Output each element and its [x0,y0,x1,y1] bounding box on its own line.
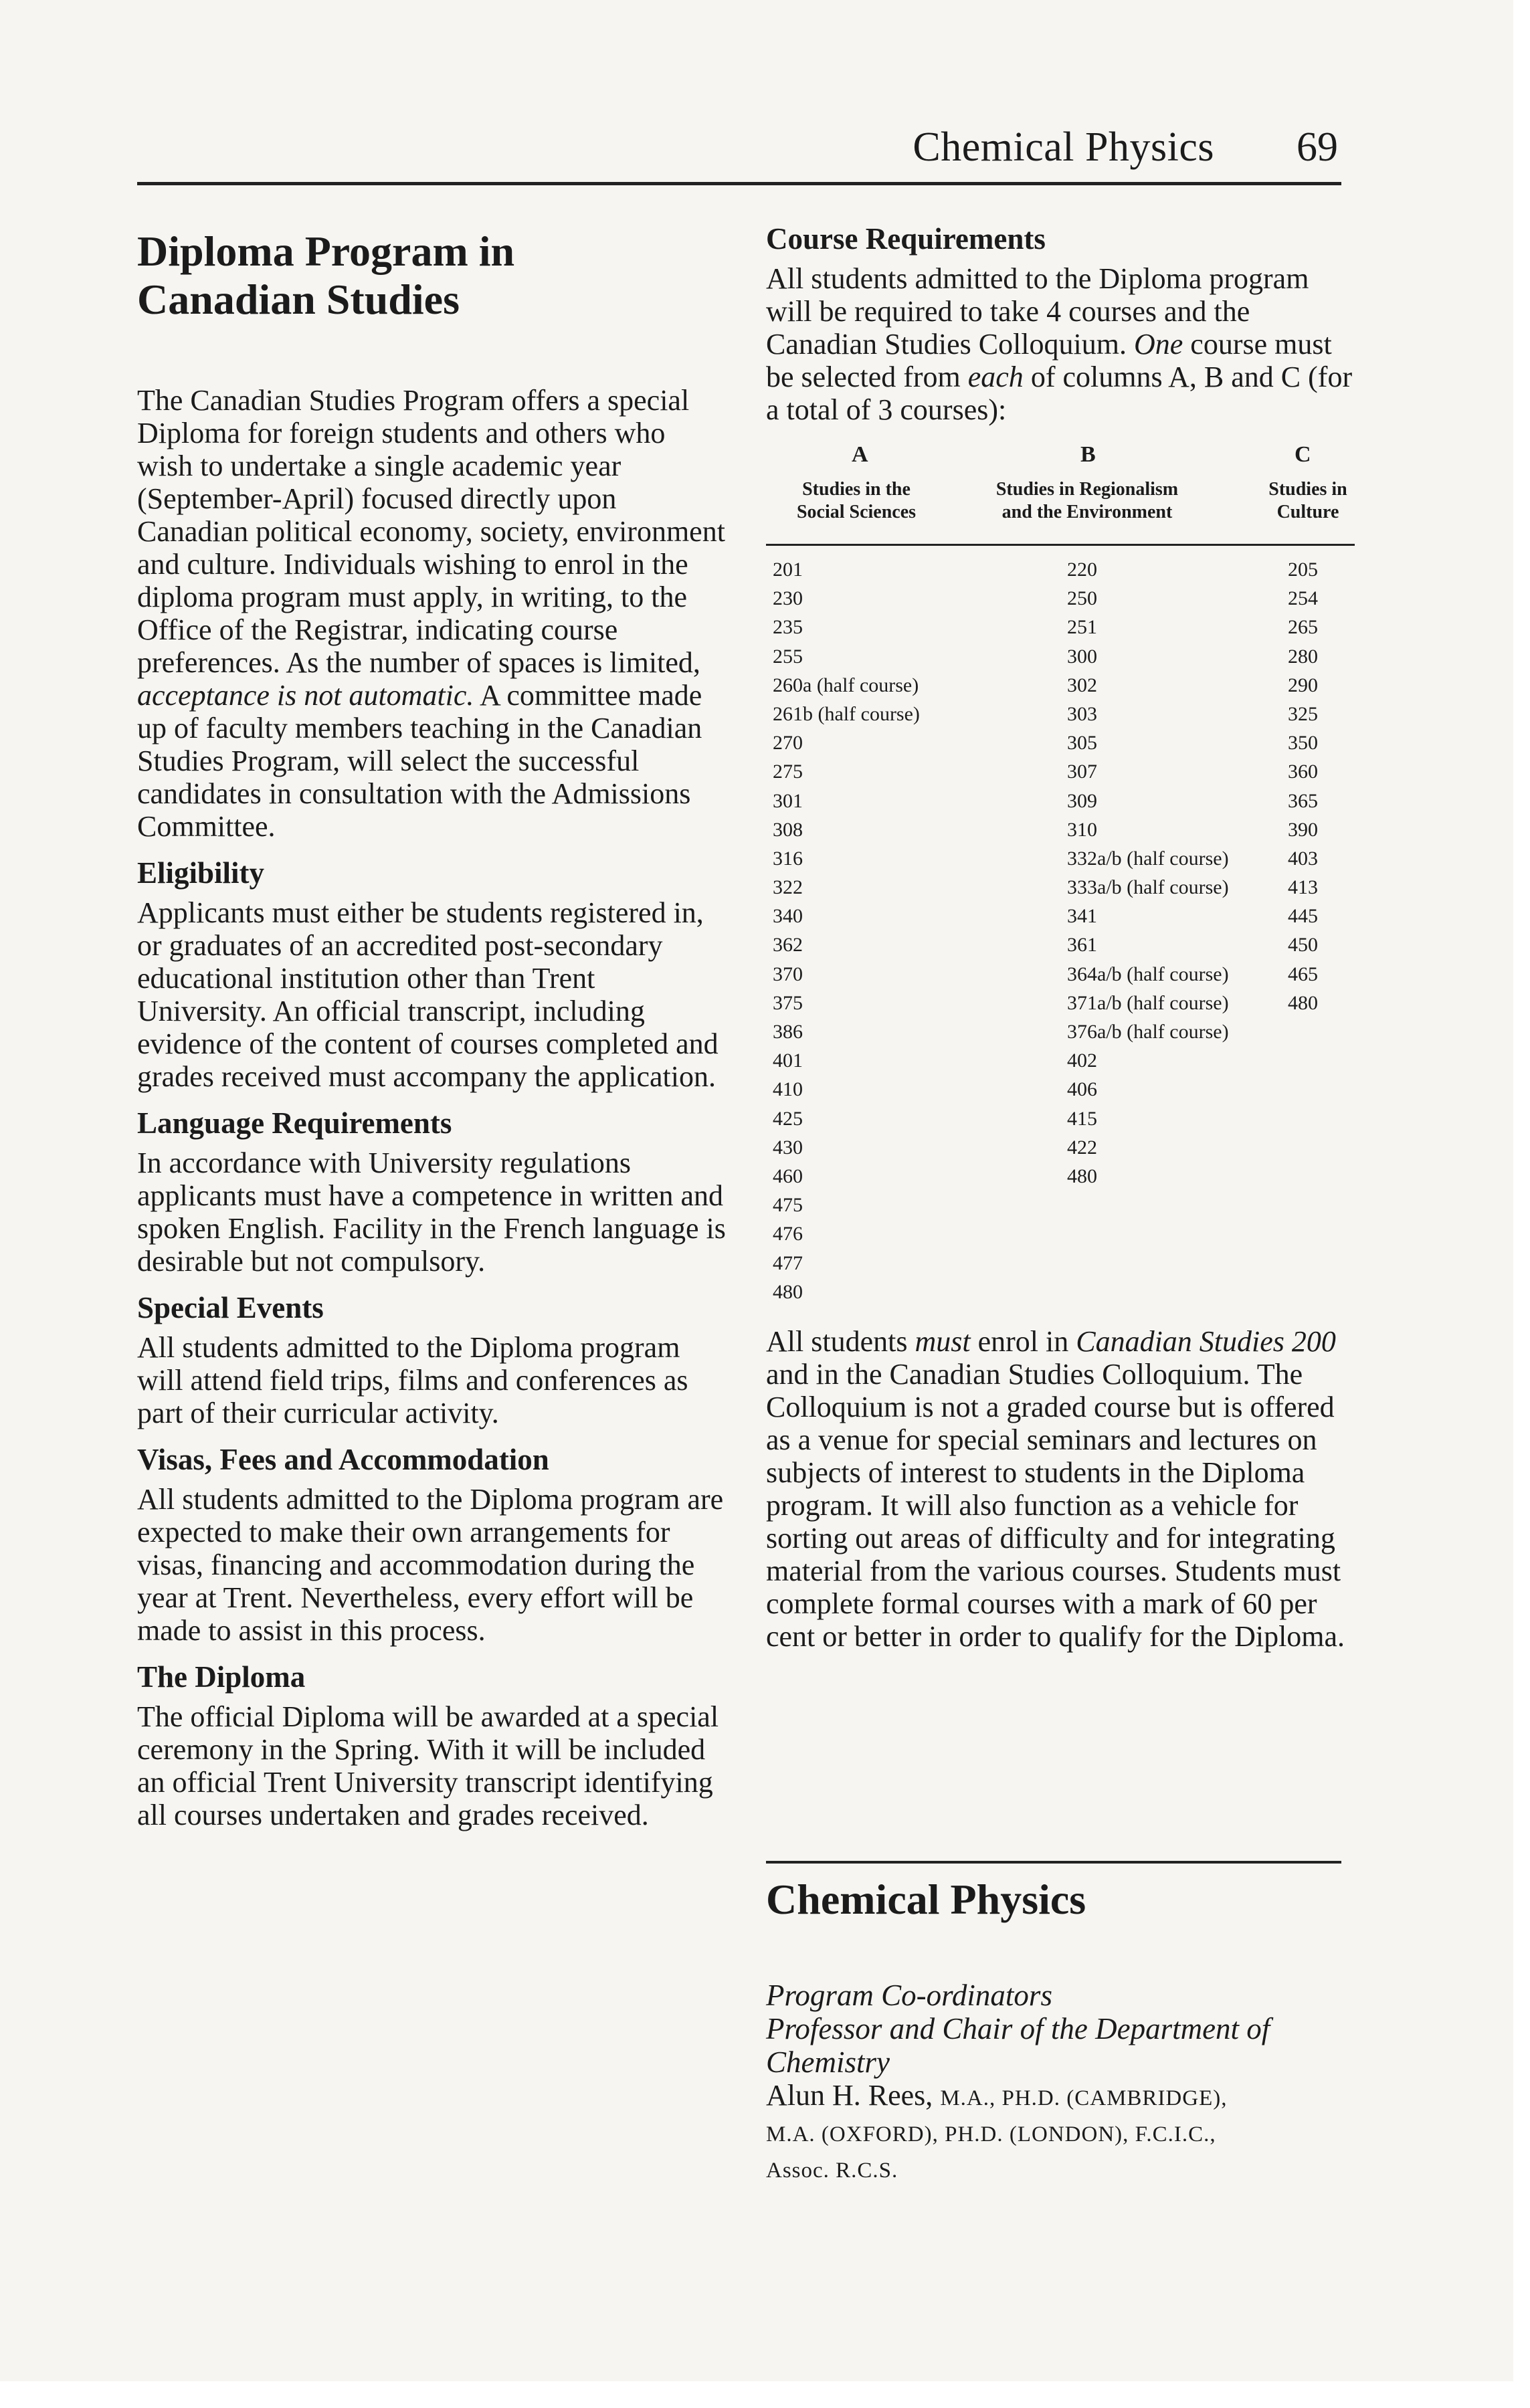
cell-col-a: 476 [773,1223,803,1245]
table-row [766,1162,1355,1191]
cell-col-b: 332a/b (half course) [1067,847,1229,870]
cell-col-b: 333a/b (half course) [1067,876,1229,899]
cell-col-a: 430 [773,1136,803,1159]
language-text: In accordance with University regulations applicants must have a competence in written and spoken English. Facility in the French language is desirable but not compulsory. [137,1146,726,1278]
cell-col-b: 364a/b (half course) [1067,963,1229,985]
section-title-canadian-studies [137,227,726,324]
cell-col-a: 316 [773,847,803,870]
course-req-emphasis-1: One [1133,328,1183,361]
col-c-name [1248,478,1368,524]
cell-col-c: 445 [1288,905,1318,928]
table-row [766,1249,1355,1278]
course-req-text-3: of columns A, B and C (for a total of 3 courses): [766,361,1353,426]
cell-col-c: 465 [1288,963,1318,985]
course-req-text-1: All students admitted to the Diploma program will be required to take 4 courses and the Canadian Studies Colloquium. [766,262,1309,361]
cell-col-a: 480 [773,1280,803,1303]
cell-col-b: 480 [1067,1165,1097,1187]
col-b-letter: B [1080,442,1096,467]
course-requirements-heading: Course Requirements [766,222,1046,256]
after-emphasis-2: Canadian Studies 200 [1076,1324,1336,1358]
cell-col-b: 250 [1067,587,1097,610]
table-row [766,787,1355,815]
cell-col-b: 361 [1067,934,1097,957]
title-line-1: Diploma Program in [137,227,515,275]
cell-col-a: 401 [773,1049,803,1072]
course-table [766,442,1355,1306]
col-c-name-line-2: Culture [1276,502,1339,522]
table-body [766,555,1355,1306]
cell-col-c: 480 [1288,991,1318,1014]
col-c-letter: C [1295,442,1311,467]
table-row [766,671,1355,700]
cell-col-c: 365 [1288,789,1318,812]
cell-col-a: 301 [773,789,803,812]
title-line-2: Canadian Studies [137,276,460,323]
cell-col-b: 376a/b (half course) [1067,1021,1229,1043]
cell-col-a: 410 [773,1078,803,1101]
col-a-letter: A [852,442,868,467]
cell-col-a: 270 [773,732,803,755]
intro-paragraph [137,384,726,843]
cell-col-a: 235 [773,616,803,639]
col-b-name-line-1: Studies in Regionalism [995,479,1179,500]
table-row [766,642,1355,671]
after-text-3: and in the Canadian Studies Colloquium. The Colloquium is not a graded course but is offered as a venue for special seminars and lectures on subjects of interest to students in the Diploma program. It will also function as a vehicle for sorting out areas of difficulty and for integrating material from the various courses. Students must complete formal courses with a mark of 60 per cent or better in order to qualify for the Diploma. [766,1357,1345,1653]
chemical-physics-section [766,1873,1355,2187]
cell-col-b: 310 [1067,818,1097,841]
table-row [766,902,1355,930]
after-emphasis-1: must [915,1324,971,1358]
cell-col-a: 255 [773,645,803,668]
person-credentials-1: M.A., PH.D. (CAMBRIDGE), [940,2086,1228,2110]
cell-col-c: 403 [1288,847,1318,870]
col-a-name-line-2: Social Sciences [796,502,917,522]
right-column [766,221,1355,1653]
cell-col-b: 302 [1067,674,1097,696]
col-b-name [967,478,1208,524]
table-row [766,960,1355,989]
table-row [766,1075,1355,1104]
cell-col-c: 254 [1288,587,1318,610]
cell-col-c: 350 [1288,732,1318,755]
cell-col-b: 415 [1067,1107,1097,1130]
col-a-name-line-1: Studies in the [802,479,911,500]
table-row [766,555,1355,584]
after-text-2: enrol in [970,1324,1076,1358]
role-chair: Professor and Chair of the Department of Chemistry [766,2012,1270,2079]
table-row [766,989,1355,1017]
course-requirements-text [766,262,1355,426]
cell-col-a: 477 [773,1251,803,1274]
table-row [766,584,1355,613]
header-rule [137,182,1341,185]
cell-col-a: 322 [773,876,803,899]
course-req-emphasis-2: each [967,361,1024,393]
table-row [766,873,1355,902]
cell-col-c: 450 [1288,934,1318,957]
table-row [766,1278,1355,1306]
cell-col-a: 362 [773,934,803,957]
cell-col-c: 390 [1288,818,1318,841]
left-column [137,227,726,1831]
table-row [766,815,1355,844]
page-header [137,124,1341,184]
eligibility-heading: Eligibility [137,856,265,890]
cell-col-a: 460 [773,1165,803,1187]
table-row [766,1104,1355,1133]
cell-col-b: 307 [1067,761,1097,783]
intro-text-2: A committee made up of faculty members teaching in the Canadian Studies Program, will select the successful candidates in consultation with the Admissions Committee. [137,679,702,843]
cell-col-b: 300 [1067,645,1097,668]
cell-col-b: 303 [1067,702,1097,725]
cell-col-b: 220 [1067,559,1097,581]
person-credentials-3: Assoc. R.C.S. [766,2159,898,2183]
cell-col-b: 309 [1067,789,1097,812]
cell-col-a: 201 [773,559,803,581]
cell-col-a: 370 [773,963,803,985]
eligibility-text: Applicants must either be students registered in, or graduates of an accredited post-secondary educational institution other than Trent University. An official transcript, including evidence of the content of courses completed and grades received must accompany the application. [137,896,719,1093]
page-number: 69 [1297,124,1338,170]
after-text-1: All students [766,1324,915,1358]
table-column-letters [766,442,1355,478]
cell-col-a: 425 [773,1107,803,1130]
table-column-names [766,478,1355,540]
cell-col-a: 308 [773,818,803,841]
cell-col-b: 422 [1067,1136,1097,1159]
cell-col-c: 290 [1288,674,1318,696]
colloquium-paragraph [766,1325,1355,1653]
section-rule [766,1861,1341,1864]
cell-col-c: 360 [1288,761,1318,783]
cell-col-b: 371a/b (half course) [1067,991,1229,1014]
visas-heading: Visas, Fees and Accommodation [137,1443,549,1476]
table-row [766,757,1355,786]
cell-col-c: 325 [1288,702,1318,725]
table-row [766,930,1355,959]
cell-col-c: 280 [1288,645,1318,668]
table-row [766,613,1355,641]
col-a-name [779,478,933,524]
diploma-text: The official Diploma will be awarded at a special ceremony in the Spring. With it will be included an official Trent University transcript identifying all courses undertaken and grades received. [137,1700,719,1831]
table-row [766,1219,1355,1248]
table-row [766,700,1355,728]
course-req-text-2: course must be selected from [766,328,1332,393]
person-name: Alun H. Rees, [766,2079,941,2112]
table-rule [766,544,1355,546]
table-row [766,1046,1355,1075]
intro-emphasis: acceptance is not automatic. [137,679,474,712]
cell-col-b: 251 [1067,616,1097,639]
role-coordinators: Program Co-ordinators [766,1979,1052,2012]
cell-col-b: 341 [1067,905,1097,928]
visas-text: All students admitted to the Diploma program are expected to make their own arrangements for visas, financing and accommodation during the year at Trent. Nevertheless, every effort will be made to assist in this process. [137,1483,724,1647]
cell-col-a: 275 [773,761,803,783]
table-row [766,728,1355,757]
cell-col-a: 340 [773,905,803,928]
cell-col-a: 261b (half course) [773,702,920,725]
events-text: All students admitted to the Diploma program will attend field trips, films and conferences as part of their curricular activity. [137,1331,688,1429]
running-title: Chemical Physics [913,124,1214,170]
cell-col-c: 265 [1288,616,1318,639]
table-row [766,844,1355,873]
events-heading: Special Events [137,1291,324,1324]
table-row [766,1191,1355,1219]
col-c-name-line-1: Studies in [1268,479,1347,500]
cell-col-b: 305 [1067,732,1097,755]
person-credentials-2: M.A. (OXFORD), PH.D. (LONDON), F.C.I.C., [766,2122,1216,2146]
cell-col-a: 386 [773,1021,803,1043]
cell-col-a: 230 [773,587,803,610]
table-row [766,1017,1355,1046]
cell-col-c: 205 [1288,559,1318,581]
col-b-name-line-2: and the Environment [1001,502,1173,522]
language-heading: Language Requirements [137,1106,452,1140]
cell-col-a: 475 [773,1194,803,1217]
cell-col-c: 413 [1288,876,1318,899]
intro-text-1: The Canadian Studies Program offers a special Diploma for foreign students and others who wish to undertake a single academic year (September-April) focused directly upon Canadian political economy, society, environment and culture. Individuals wishing to enrol in the diploma program must apply, in writing, to the Office of the Registrar, indicating course preferences. As the number of spaces is limited, [137,384,725,679]
cell-col-a: 375 [773,991,803,1014]
table-row [766,1133,1355,1162]
diploma-heading: The Diploma [137,1660,306,1694]
cell-col-b: 406 [1067,1078,1097,1101]
person-entry [766,2079,1355,2187]
chemical-physics-title: Chemical Physics [766,1876,1086,1923]
cell-col-a: 260a (half course) [773,674,919,696]
cell-col-b: 402 [1067,1049,1097,1072]
